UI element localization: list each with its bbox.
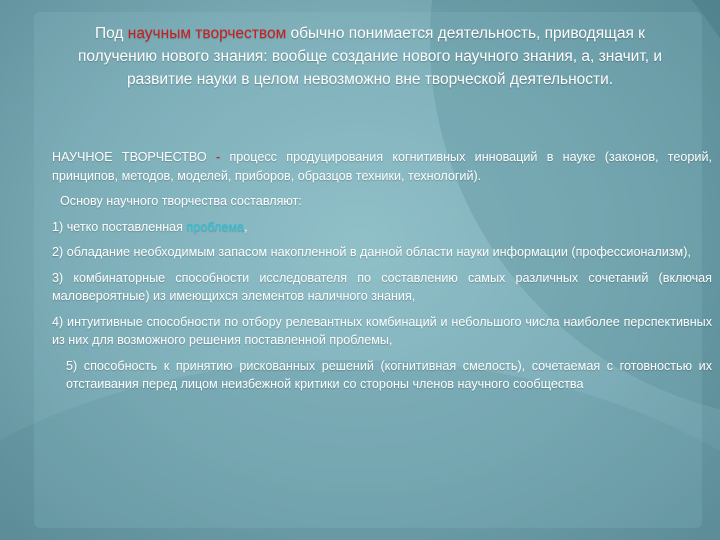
list-item-3: 3) комбинаторные способности исследователя по составлению самых различных сочетаний (включая маловероятные) из имеющихся элементов наличного знания, (52, 270, 712, 303)
slide-title (60, 22, 680, 91)
title-highlight: научным творчеством (127, 25, 287, 42)
definition-paragraph (52, 148, 712, 185)
list-item-5: 5) способность к принятию рискованных решений (когнитивная смелость), сочетаемая с готовностью их отстаивания перед лицом неизбежной критики со стороны членов научного сообщества (66, 358, 712, 391)
definition-text: процесс продуцирования когнитивных инноваций в науке (законов, теорий, принципов, методов, моделей, приборов, образцов техники, технологий). (52, 150, 712, 183)
problem-link[interactable]: проблема (186, 219, 245, 234)
basis-heading: Основу научного творчества составляют: (60, 194, 302, 208)
title-pre: Под (95, 25, 128, 42)
title-post: обычно понимается деятельность, приводящая к получению нового знания: вообще создание нового научного знания, а, значит, и развитие науки в целом невозможно вне творческой деятельности. (78, 25, 662, 88)
slide-body (52, 148, 712, 401)
item-1-post: , (244, 219, 248, 234)
list-item-1 (52, 218, 712, 237)
definition-dash: - (216, 150, 221, 164)
list-item-2: 2) обладание необходимым запасом накопленной в данной области науки информации (профессионализм), (52, 245, 691, 259)
item-1-pre: 1) четко поставленная (52, 219, 187, 234)
definition-term: НАУЧНОЕ ТВОРЧЕСТВО (52, 150, 216, 164)
list-item-4: 4) интуитивные способности по отбору релевантных комбинаций и небольшого числа наиболее перспективных из них для возможного решения поставленной проблемы, (52, 314, 712, 347)
